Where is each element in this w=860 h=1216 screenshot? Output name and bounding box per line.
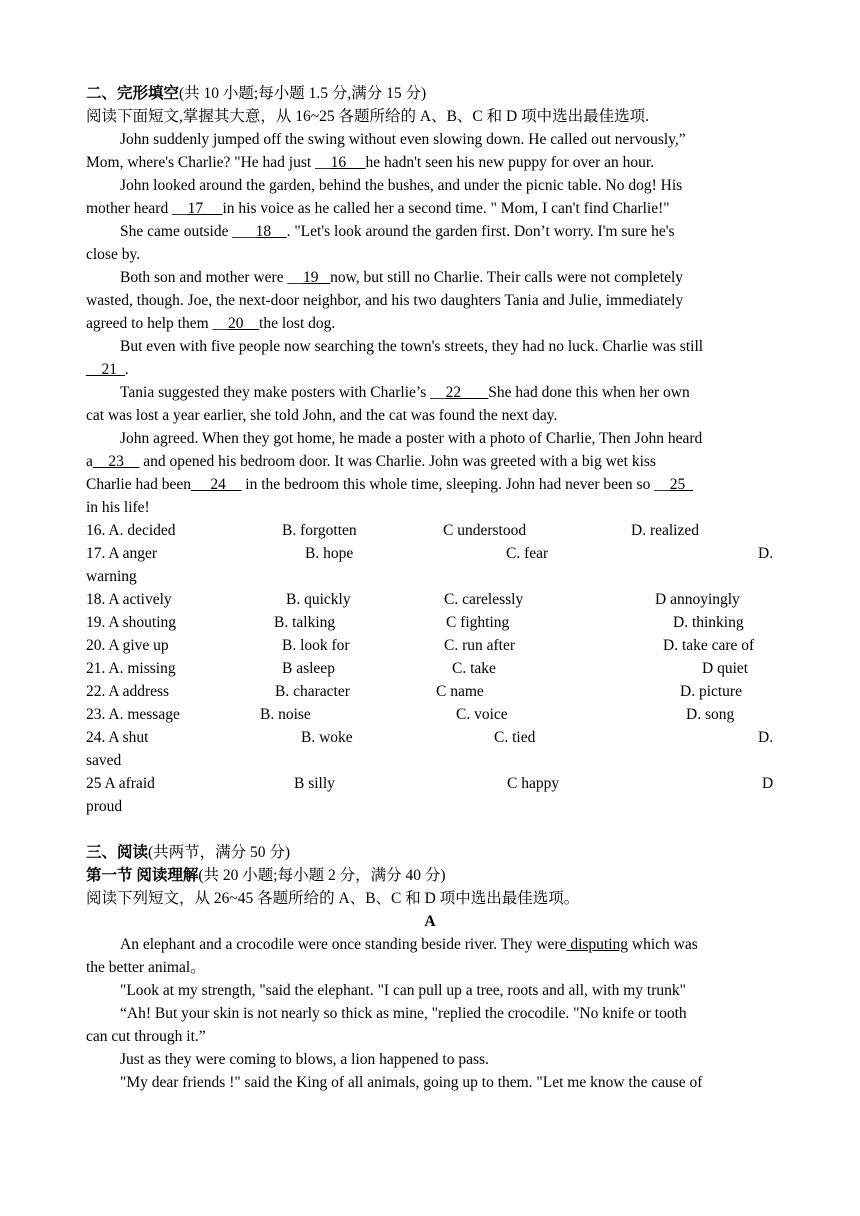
option-c: C. carelessly [444, 591, 524, 608]
option-d-wrap: warning [86, 568, 137, 585]
option-b: B. look for [282, 637, 350, 654]
option-a: 23. A. message [86, 706, 180, 723]
option-d-wrap: saved [86, 752, 122, 769]
blank: 17 __ [187, 200, 223, 217]
passage-line [86, 335, 774, 358]
option-d: D. song [686, 706, 735, 723]
option-row-21 [86, 657, 774, 680]
passage-text: and opened his bedroom door. It was Charlie. John was greeted with a big wet kiss [139, 453, 656, 470]
option-b: B. woke [301, 729, 353, 746]
option-a: 17. A anger [86, 545, 158, 562]
option-c: C. run after [444, 637, 516, 654]
passage-text: Mom, where's Charlie? "He had just __ [86, 154, 331, 171]
option-d: D. picture [680, 683, 742, 700]
passage-line [86, 151, 774, 174]
option-row-16 [86, 519, 774, 542]
option-row-19 [86, 611, 774, 634]
option-d: D annoyingly [655, 591, 740, 608]
option-a: 25 A afraid [86, 775, 155, 792]
section3-heading: 三、阅读(共两节，满分 50 分) [86, 844, 291, 861]
passage-text: Tania suggested they make posters with Charlie’s __ [120, 384, 446, 401]
passage-line [86, 128, 774, 151]
option-a: 21. A. missing [86, 660, 176, 677]
passage-line [86, 473, 774, 496]
option-b: B asleep [282, 660, 335, 677]
option-c: C name [436, 683, 484, 700]
passage-line [86, 197, 774, 220]
option-a: 19. A shouting [86, 614, 177, 631]
blank: 18__ [255, 223, 287, 240]
passage-text: John looked around the garden, behind the bushes, and under the picnic table. No dog! His [120, 177, 683, 194]
section2-instruction: 阅读下面短文,掌握其大意，从 16~25 各题所给的 A、B、C 和 D 项中选出最佳选项. [86, 108, 649, 125]
passage-line [86, 427, 774, 450]
option-b: B. talking [274, 614, 336, 631]
option-c: C understood [443, 522, 527, 539]
reading-line: "Look at my strength, "said the elephant. "I can pull up a tree, roots and all, with my trunk" [120, 982, 686, 999]
blank: 25_ [669, 476, 693, 493]
passage-text: . "Let's look around the garden first. Don’t worry. I'm sure he's [286, 223, 675, 240]
reading-line: An elephant and a crocodile were once standing beside river. They were disputing which was [120, 936, 698, 953]
passage-line [86, 174, 774, 197]
option-d: D. realized [631, 522, 699, 539]
option-a: 24. A shut [86, 729, 149, 746]
option-c: C happy [507, 775, 560, 792]
option-d: D. [758, 545, 774, 562]
blank: __21_ [86, 361, 125, 378]
passage-text: mother heard __ [86, 200, 188, 217]
option-c: C. fear [506, 545, 549, 562]
passage-text: cat was lost a year earlier, she told John, and the cat was found the next day. [86, 407, 558, 424]
passage-line [86, 358, 774, 381]
option-b: B. character [275, 683, 350, 700]
passage-text: a [86, 453, 93, 470]
passage-text: Charlie had been [86, 476, 192, 493]
reading-line: “Ah! But your skin is not nearly so thick as mine, "replied the crocodile. "No knife or tooth [120, 1005, 687, 1022]
option-row-23 [86, 703, 774, 726]
blank: 22 ___ [445, 384, 489, 401]
passage-line [86, 289, 774, 312]
passage-line [86, 404, 774, 427]
option-row-20 [86, 634, 774, 657]
passage-text: agreed to help them __ [86, 315, 229, 332]
option-row-18 [86, 588, 774, 611]
section3-subheading: 第一节 阅读理解(共 20 小题;每小题 2 分，满分 40 分) [86, 867, 446, 884]
passage-text: in his voice as he called her a second time. " Mom, I can't find Charlie!" [222, 200, 670, 217]
option-b: B. quickly [286, 591, 351, 608]
passage-line [86, 312, 774, 335]
blank: 16 __ [330, 154, 366, 171]
option-row-22 [86, 680, 774, 703]
cloze-passage [86, 128, 774, 519]
option-d: D quiet [702, 660, 749, 677]
passage-text: John agreed. When they got home, he made a poster with a photo of Charlie, Then John heard [120, 430, 703, 447]
passage-line [86, 266, 774, 289]
option-d: D. thinking [673, 614, 744, 631]
option-row-24 [86, 726, 774, 749]
reading-line: can cut through it.” [86, 1028, 206, 1045]
option-c: C. voice [456, 706, 508, 723]
passage-line [86, 381, 774, 404]
passage-text: close by. [86, 246, 141, 263]
option-a: 20. A give up [86, 637, 169, 654]
passage-text: he hadn't seen his new puppy for over an hour. [365, 154, 655, 171]
passage-text: She had done this when her own [488, 384, 690, 401]
section2-heading: 二、完形填空(共 10 小题;每小题 1.5 分,满分 15 分) [86, 85, 427, 102]
passage-line [86, 220, 774, 243]
passage-line [86, 450, 774, 473]
option-c: C fighting [446, 614, 510, 631]
passage-label: A [424, 913, 436, 930]
option-row-17 [86, 542, 774, 565]
passage-line [86, 496, 774, 519]
blank: 20__ [228, 315, 260, 332]
option-d: D. [758, 729, 774, 746]
passage-text: But even with five people now searching the town's streets, they had no luck. Charlie was still [120, 338, 704, 355]
option-c: C. take [452, 660, 496, 677]
option-b: B. hope [305, 545, 354, 562]
option-a: 16. A. decided [86, 522, 176, 539]
passage-line [86, 243, 774, 266]
passage-text: in the bedroom this whole time, sleeping. John had never been so __ [241, 476, 670, 493]
blank: _ _24__ [191, 476, 242, 493]
option-a: 18. A actively [86, 591, 172, 608]
option-c: C. tied [494, 729, 536, 746]
section3-instruction: 阅读下列短文，从 26~45 各题所给的 A、B、C 和 D 项中选出最佳选项。 [86, 890, 580, 907]
passage-text: the lost dog. [259, 315, 336, 332]
option-b: B. forgotten [282, 522, 357, 539]
blank: 19 _ [302, 269, 331, 286]
option-row-25 [86, 772, 774, 795]
reading-line: "My dear friends !" said the King of all animals, going up to them. "Let me know the cause of [120, 1074, 703, 1091]
option-d: D. take care of [663, 637, 755, 654]
passage-text: She came outside ___ [120, 223, 256, 240]
option-b: B. noise [260, 706, 311, 723]
cloze-options [86, 519, 774, 818]
passage-text: Both son and mother were __ [120, 269, 303, 286]
passage-text: John suddenly jumped off the swing without even slowing down. He called out nervously,” [120, 131, 686, 148]
option-b: B silly [294, 775, 335, 792]
passage-text: . [124, 361, 129, 378]
option-d-wrap: proud [86, 798, 123, 815]
passage-text: wasted, though. Joe, the next-door neighbor, and his two daughters Tania and Julie, immediately [86, 292, 684, 309]
reading-line: the better animal。 [86, 959, 206, 976]
passage-text: in his life! [86, 499, 150, 516]
option-a: 22. A address [86, 683, 170, 700]
exam-page [86, 82, 774, 1094]
blank: __23__ [92, 453, 140, 470]
passage-text: now, but still no Charlie. Their calls were not completely [330, 269, 684, 286]
option-d: D [762, 775, 774, 792]
reading-line: Just as they were coming to blows, a lion happened to pass. [120, 1051, 489, 1068]
